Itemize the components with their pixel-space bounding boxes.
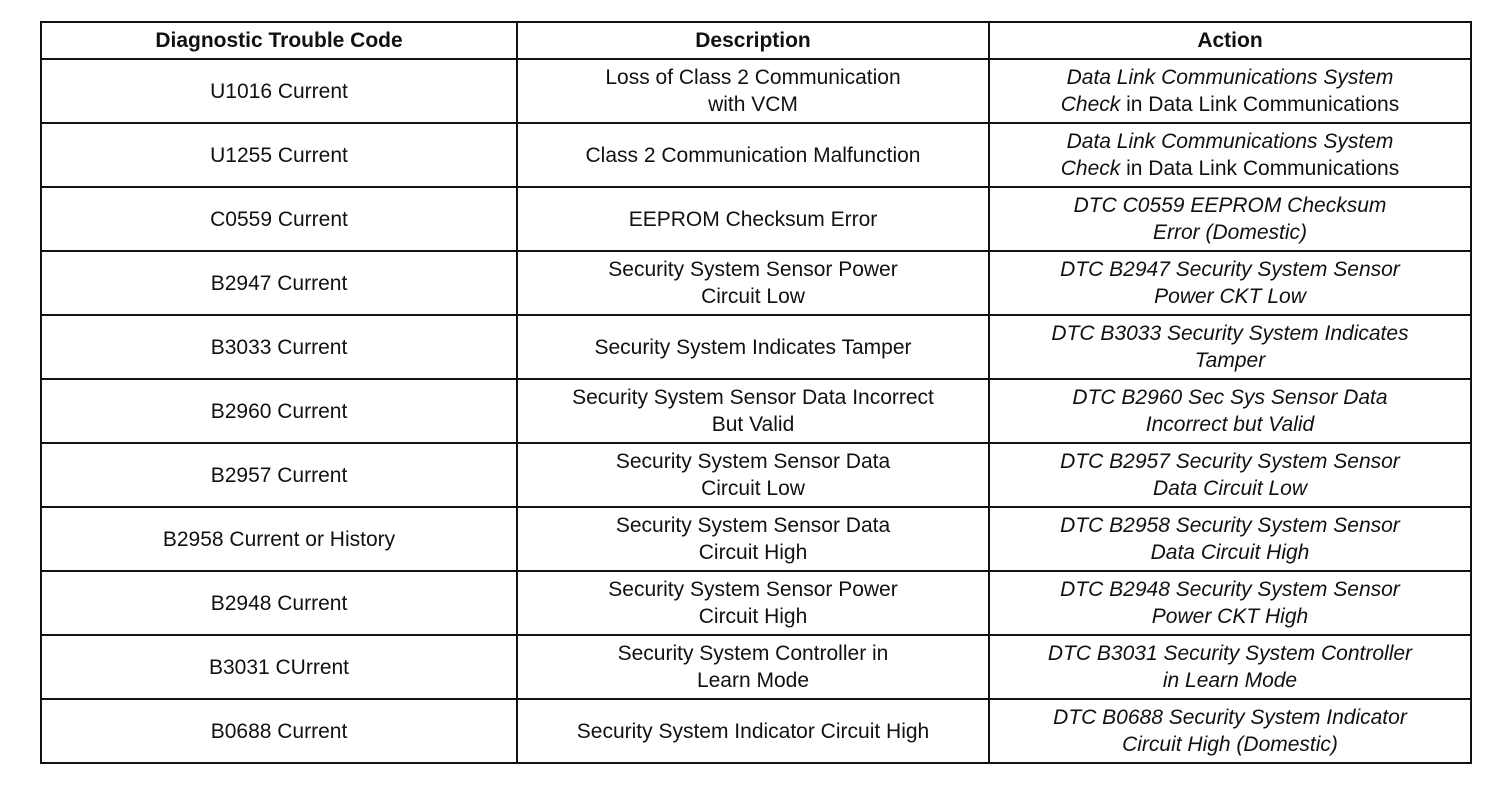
dtc-code-cell: B2960 Current bbox=[41, 379, 517, 443]
description-cell bbox=[517, 635, 989, 699]
description-cell bbox=[517, 571, 989, 635]
action-line bbox=[998, 640, 1462, 667]
description-line: Circuit Low bbox=[701, 285, 805, 308]
action-line bbox=[998, 320, 1462, 347]
description-cell bbox=[517, 187, 989, 251]
dtc-table bbox=[40, 21, 1472, 764]
action-line bbox=[998, 731, 1462, 758]
description-cell bbox=[517, 59, 989, 123]
description-line: with VCM bbox=[708, 93, 798, 116]
action-reference-text: Data Circuit Low bbox=[1152, 477, 1308, 500]
dtc-code-cell: B0688 Current bbox=[41, 699, 517, 763]
table-header bbox=[41, 22, 1471, 59]
action-line bbox=[998, 192, 1462, 219]
action-reference-text: DTC B2958 Security System Sensor bbox=[1060, 514, 1400, 537]
action-line bbox=[998, 155, 1462, 182]
description-line: Circuit Low bbox=[701, 477, 805, 500]
action-cell bbox=[989, 251, 1471, 315]
action-reference-text: Incorrect but Valid bbox=[1145, 413, 1315, 436]
action-line bbox=[998, 411, 1462, 438]
action-line bbox=[998, 347, 1462, 374]
dtc-code-cell: U1016 Current bbox=[41, 59, 517, 123]
header-description: Description bbox=[517, 22, 989, 59]
description-line: Class 2 Communication Malfunction bbox=[585, 143, 921, 167]
table-row bbox=[41, 571, 1471, 635]
description-line: Security System Sensor Data bbox=[615, 450, 891, 473]
dtc-code-cell: B3031 CUrrent bbox=[41, 635, 517, 699]
table-row bbox=[41, 123, 1471, 187]
action-cell bbox=[989, 187, 1471, 251]
table-row bbox=[41, 59, 1471, 123]
action-reference-text: Tamper bbox=[1194, 349, 1266, 372]
action-line bbox=[998, 283, 1462, 310]
description-line: Security System Indicates Tamper bbox=[594, 335, 912, 359]
description-line: Circuit High bbox=[698, 541, 808, 564]
action-reference-text: DTC B2948 Security System Sensor bbox=[1060, 578, 1400, 601]
description-line: Loss of Class 2 Communication bbox=[605, 66, 901, 89]
table-row bbox=[41, 251, 1471, 315]
description-cell bbox=[517, 315, 989, 379]
action-reference-text: in Learn Mode bbox=[1162, 669, 1298, 692]
action-reference-text: Data Link Communications System bbox=[1066, 66, 1394, 89]
action-line bbox=[998, 448, 1462, 475]
action-line bbox=[998, 256, 1462, 283]
action-reference-text: DTC B2960 Sec Sys Sensor Data bbox=[1072, 386, 1388, 409]
action-line bbox=[998, 384, 1462, 411]
action-cell bbox=[989, 315, 1471, 379]
action-reference-text: Error (Domestic) bbox=[1152, 221, 1307, 244]
action-reference-text: Check bbox=[1060, 93, 1121, 116]
action-reference-text: Data Circuit High bbox=[1150, 541, 1310, 564]
action-reference-text: DTC B2947 Security System Sensor bbox=[1060, 258, 1400, 281]
table-row bbox=[41, 443, 1471, 507]
action-line bbox=[998, 475, 1462, 502]
action-reference-text: Data Link Communications System bbox=[1066, 130, 1394, 153]
description-line: Circuit High bbox=[698, 605, 808, 628]
action-reference-text: DTC B2957 Security System Sensor bbox=[1060, 450, 1400, 473]
action-reference-text: DTC B3031 Security System Controller bbox=[1047, 642, 1413, 665]
action-reference-text: DTC B0688 Security System Indicator bbox=[1053, 706, 1407, 729]
description-cell bbox=[517, 443, 989, 507]
action-plain-text: in Data Link Communications bbox=[1120, 157, 1400, 180]
description-line: EEPROM Checksum Error bbox=[628, 207, 878, 231]
description-line: Security System Indicator Circuit High bbox=[576, 719, 930, 743]
header-action: Action bbox=[989, 22, 1471, 59]
table-row bbox=[41, 187, 1471, 251]
action-line bbox=[998, 539, 1462, 566]
action-line bbox=[998, 704, 1462, 731]
header-row bbox=[41, 22, 1471, 59]
description-line: Security System Sensor Data bbox=[615, 514, 891, 537]
dtc-code-cell: U1255 Current bbox=[41, 123, 517, 187]
action-plain-text: in Data Link Communications bbox=[1120, 93, 1400, 116]
description-line: Security System Controller in bbox=[617, 642, 889, 665]
action-cell bbox=[989, 123, 1471, 187]
description-line: Security System Sensor Power bbox=[608, 578, 898, 601]
action-line bbox=[998, 64, 1462, 91]
action-line bbox=[998, 603, 1462, 630]
action-line bbox=[998, 128, 1462, 155]
description-line: Learn Mode bbox=[696, 669, 810, 692]
action-reference-text: Check bbox=[1060, 157, 1121, 180]
table-row bbox=[41, 379, 1471, 443]
table-row bbox=[41, 507, 1471, 571]
action-cell bbox=[989, 699, 1471, 763]
action-line bbox=[998, 512, 1462, 539]
dtc-code-cell: B2948 Current bbox=[41, 571, 517, 635]
table-row bbox=[41, 699, 1471, 763]
action-reference-text: Circuit High (Domestic) bbox=[1122, 733, 1338, 756]
dtc-code-cell: C0559 Current bbox=[41, 187, 517, 251]
description-cell bbox=[517, 699, 989, 763]
description-cell bbox=[517, 251, 989, 315]
description-line: Security System Sensor Data Incorrect bbox=[572, 386, 934, 409]
action-cell bbox=[989, 59, 1471, 123]
action-reference-text: DTC B3033 Security System Indicates bbox=[1051, 322, 1409, 345]
action-line bbox=[998, 576, 1462, 603]
description-cell bbox=[517, 507, 989, 571]
action-reference-text: Power CKT High bbox=[1151, 605, 1309, 628]
action-reference-text: Power CKT Low bbox=[1154, 285, 1306, 308]
action-cell bbox=[989, 635, 1471, 699]
dtc-code-cell: B2958 Current or History bbox=[41, 507, 517, 571]
description-cell bbox=[517, 123, 989, 187]
table-row bbox=[41, 635, 1471, 699]
dtc-code-cell: B2957 Current bbox=[41, 443, 517, 507]
description-cell bbox=[517, 379, 989, 443]
table-body bbox=[41, 59, 1471, 763]
header-code: Diagnostic Trouble Code bbox=[41, 22, 517, 59]
action-line bbox=[998, 91, 1462, 118]
dtc-code-cell: B2947 Current bbox=[41, 251, 517, 315]
table-row bbox=[41, 315, 1471, 379]
action-line bbox=[998, 667, 1462, 694]
action-reference-text: DTC C0559 EEPROM Checksum bbox=[1073, 194, 1387, 217]
action-cell bbox=[989, 443, 1471, 507]
action-cell bbox=[989, 379, 1471, 443]
description-line: Security System Sensor Power bbox=[608, 258, 898, 281]
action-cell bbox=[989, 507, 1471, 571]
action-cell bbox=[989, 571, 1471, 635]
dtc-code-cell: B3033 Current bbox=[41, 315, 517, 379]
action-line bbox=[998, 219, 1462, 246]
description-line: But Valid bbox=[711, 413, 795, 436]
